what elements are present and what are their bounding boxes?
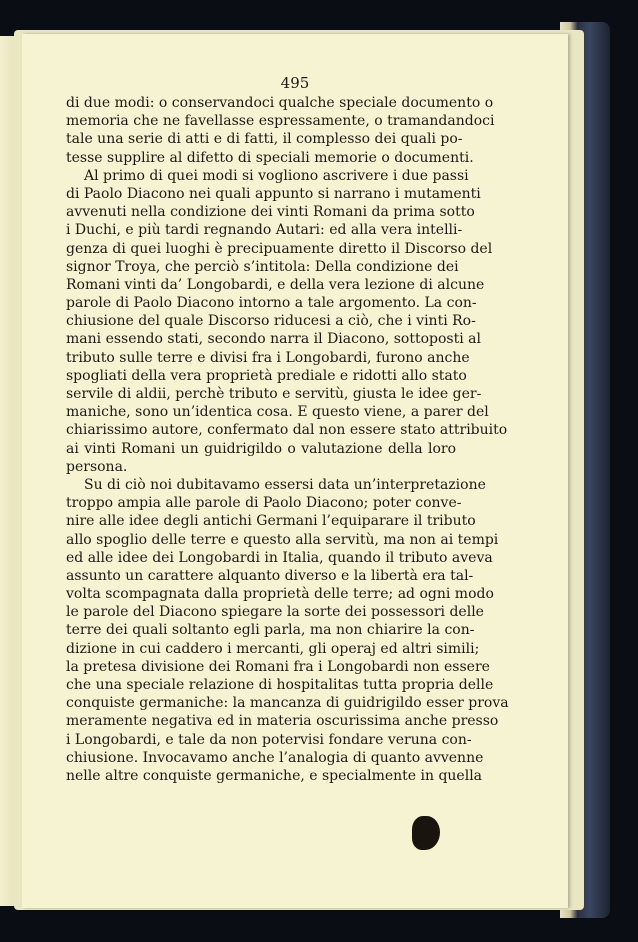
text-line: i Longobardi, e tale da non potervisi fondare veruna con- (66, 731, 472, 748)
text-line: meramente negativa ed in materia oscurissima anche presso (66, 713, 499, 730)
text-line: memoria che ne favellasse espressamente, o tramandandoci (66, 113, 495, 130)
text-line: chiusione. Invocavamo anche l’analogia di quanto avvenne (66, 749, 484, 766)
text-line: troppo ampia alle parole di Paolo Diacono; poter conve- (66, 495, 462, 512)
text-line: chiarissimo autore, confermato dal non essere stato attribuito (66, 422, 508, 439)
text-line: volta scompagnata dalla proprietà delle terre; ad ogni modo (66, 586, 494, 603)
text-line: nire alle idee degli antichi Germani l’equiparare il tributo (66, 513, 476, 530)
text-line: che una speciale relazione di hospitalitas tutta propria delle (66, 677, 494, 693)
text-line: nelle altre conquiste germaniche, e specialmente in quella (66, 767, 483, 784)
text-line: assunto un carattere alquanto diverso e la libertà era tal- (66, 567, 474, 584)
text-line: Al primo di quei modi si vogliono ascrivere i due passi (84, 167, 469, 184)
text-line: di due modi: o conservandoci qualche speciale documento o (66, 95, 494, 111)
text-line: dizione in cui caddero i mercanti, gli operaj ed altri simili; (66, 640, 480, 657)
text-line: la pretesa divisione dei Romani fra i Longobardi non essere (66, 658, 490, 675)
text-line: mani essendo stati, secondo narra il Diacono, sottoposti al (66, 331, 481, 348)
text-line: Romani vinti da’ Longobardi, e della vera lezione di alcune (66, 276, 485, 293)
text-line: chiusione del quale Discorso riducesi a ciò, che i vinti Ro- (66, 313, 476, 330)
text-line: ed alle idee dei Longobardi in Italia, quando il tributo aveva (66, 549, 493, 566)
text-line: tesse supplire al difetto di speciali memorie o documenti. (66, 149, 474, 166)
page-number: 495 (280, 74, 310, 92)
text-line: allo spoglio delle terre e questo alla servitù, ma non ai tempi (66, 531, 499, 548)
text-line: parole di Paolo Diacono intorno a tale argomento. La con- (66, 295, 477, 312)
text-line: i Duchi, e più tardi regnando Autari: ed alla vera intelli- (66, 222, 463, 239)
text-line: spogliati della vera proprietà prediale e ridotti allo stato (66, 367, 467, 384)
text-line: le parole del Diacono spiegare la sorte dei possessori delle (66, 604, 484, 621)
text-line: tributo sulle terre e divisi fra i Longobardi, furono anche (66, 349, 470, 366)
text-line: Su di ciò noi dubitavamo essersi data un’interpretazione (84, 476, 486, 493)
ink-blot (412, 816, 440, 850)
text-line: di Paolo Diacono nei quali appunto si narrano i mutamenti (66, 185, 481, 202)
text-line: persona. (66, 458, 128, 475)
text-line: genza di quei luoghi è precipuamente diretto il Discorso del (66, 240, 493, 257)
text-line: conquiste germaniche: la mancanza di guidrigildo esser prova (66, 695, 509, 712)
book-page (22, 34, 568, 908)
page-text (66, 94, 509, 785)
text-line: servile di aldii, perchè tributo e servitù, giusta le idee ger- (66, 386, 482, 402)
text-line: signor Troya, che perciò s’intitola: Della condizione dei (66, 258, 459, 275)
text-line: terre dei quali soltanto egli parla, ma non chiarire la con- (66, 622, 475, 639)
text-line: maniche, sono un’identica cosa. E questo viene, a parer del (66, 404, 489, 421)
text-line: ai vinti Romani un guidrigildo o valutazione della loro (66, 440, 456, 457)
text-line: avvenuti nella condizione dei vinti Romani da prima sotto (66, 204, 475, 221)
text-line: tale una serie di atti e di fatti, il complesso dei quali po- (66, 131, 463, 148)
